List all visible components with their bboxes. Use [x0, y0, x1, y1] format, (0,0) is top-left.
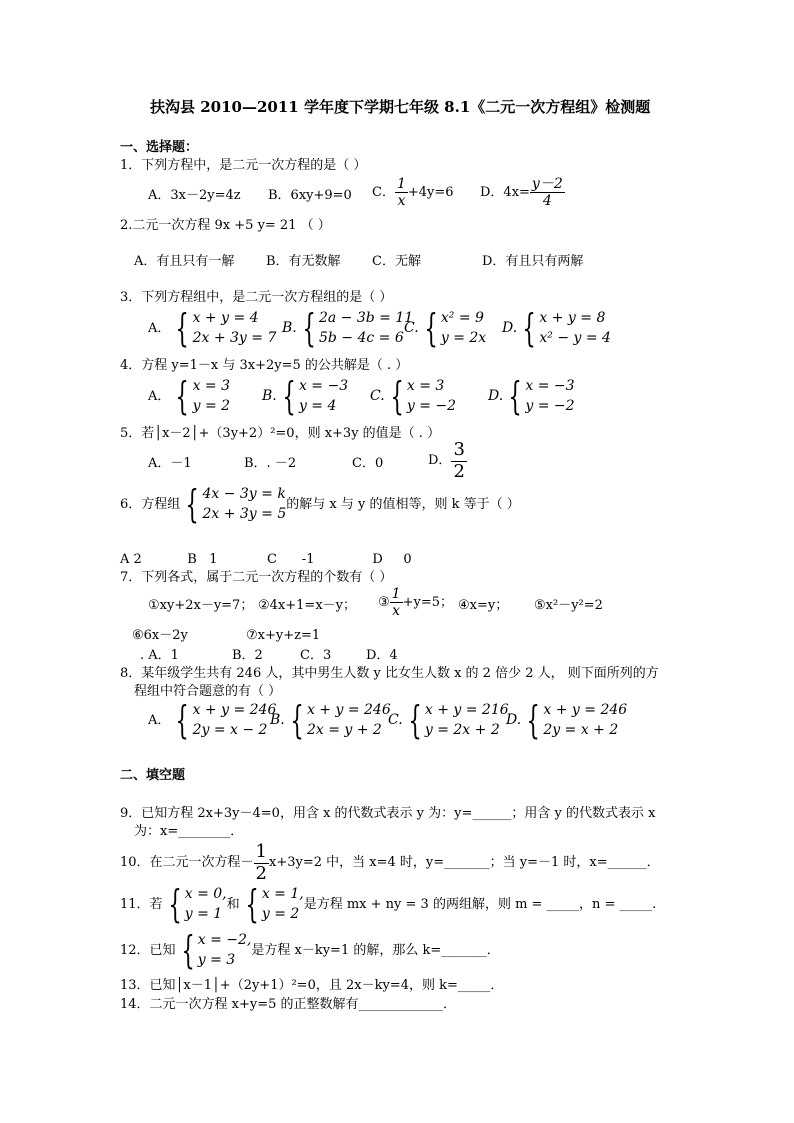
q7-option-a: . A．1 [140, 648, 179, 663]
q7-item-4: ④x=y； [458, 598, 509, 613]
q7-stem: 7．下列各式，属于二元一次方程的个数有（ ） [120, 570, 393, 585]
section-fill-heading: 二、填空题 [120, 768, 186, 783]
q10: 10．在二元一次方程－ $\frac{1}{2}$ x+3y=2 中，当 x=4 时，y=_______；当 y=－1 时，x=______． [120, 841, 660, 884]
q8-stem-line2: 程组中符合题意的有（ ） [134, 684, 282, 699]
q8-option-a: A． { x + y = 246 2y = x − 2 [148, 698, 277, 743]
q7-option-c: C．3 [300, 648, 332, 663]
q1-option-a: A．3x－2y=4z [148, 188, 241, 203]
q12: 12．已知 { x = −2, y = 3 是方程 x－ky=1 的解，那么 k=_______． [120, 928, 500, 973]
q4-option-a: A． { x = 3 y = 2 [148, 374, 231, 419]
q2-stem: 2.二元一次方程 9x +5 y= 21 （ ） [120, 218, 331, 233]
q3-option-b: B. { 2a − 3b = 11 5b − 4c = 6 [282, 306, 414, 351]
q11: 11．若 { x = 0, y = 1 和 { x = 1, y = 2 是方程 mx + ny = 3 的两组解，则 m = _____，n = _____. [120, 882, 657, 927]
q4-option-c: C. { x = 3 y = −2 [370, 374, 457, 419]
q9-line1: 9．已知方程 2x+3y－4=0，用含 x 的代数式表示 y 为：y=______；用含 y 的代数式表示 x [120, 806, 656, 821]
q2-option-b: B．有无数解 [266, 254, 341, 269]
q3-option-d: D. { x + y = 8 x² − y = 4 [502, 306, 611, 351]
q1-stem: 1．下列方程中，是二元一次方程的是（ ） [120, 158, 367, 173]
q8-option-b: B. { x + y = 246 2x = y + 2 [270, 698, 391, 743]
q5-option-d: D． $\frac{3}{2}$ [428, 439, 465, 482]
q3-option-a: A． { x + y = 4 2x + 3y = 7 [148, 306, 277, 351]
q7-option-d: D．4 [366, 648, 398, 663]
q6-stem: 6．方程组 { 4x − 3y = k 2x + 3y = 5 的解与 x 与 y 的值相等，则 k 等于（ ） [120, 482, 520, 527]
q7-item-5: ⑤x²－y²=2 [534, 598, 603, 613]
q4-option-d: D. { x = −3 y = −2 [488, 374, 575, 419]
page-title: 扶沟县 2010—2011 学年度下学期七年级 8.1《二元一次方程组》检测题 [150, 98, 651, 116]
q1-option-d: D．4x= $\frac{y-2}{4}$ [480, 176, 563, 210]
q14: 14．二元一次方程 x+y=5 的正整数解有_____________． [120, 997, 457, 1012]
q5-option-c: C．0 [352, 456, 384, 471]
q2-option-a: A．有且只有一解 [134, 254, 235, 269]
q7-item-7: ⑦x+y+z=1 [246, 628, 321, 643]
q13: 13．已知│x－1│+（2y+1）²=0，且 2x－ky=4，则 k=_____． [120, 978, 504, 993]
q1-option-b: B．6xy+9=0 [268, 188, 352, 203]
q5-option-b: B．. －2 [244, 456, 297, 471]
q7-item-3: ③ $\frac{1}{x}$ +y=5； [378, 586, 453, 620]
q4-stem: 4．方程 y=1－x 与 3x+2y=5 的公共解是（ . ） [120, 358, 409, 373]
q9-line2: 为：x=________． [134, 824, 244, 839]
q6-options: A 2 B 1 C -1 D 0 [120, 552, 412, 567]
q4-option-b: B. { x = −3 y = 4 [262, 374, 349, 419]
q2-option-d: D．有且只有两解 [482, 254, 584, 269]
q8-option-c: C. { x + y = 216 y = 2x + 2 [388, 698, 509, 743]
q7-item-2: ②4x+1=x－y； [258, 598, 356, 613]
section-choice-heading: 一、选择题： [120, 140, 199, 155]
q8-option-d: D. { x + y = 246 2y = x + 2 [506, 698, 628, 743]
q5-stem: 5．若│x－2│+（3y+2）²=0，则 x+3y 的值是（ . ） [120, 426, 441, 441]
q2-option-c: C．无解 [372, 254, 421, 269]
q7-item-1: ①xy+2x－y=7； [148, 598, 254, 613]
q1-option-c: C． $\frac{1}{x}$ +4y=6 [372, 176, 454, 210]
q8-stem-line1: 8．某年级学生共有 246 人，其中男生人数 y 比女生人数 x 的 2 倍少 2 人， 则下面所列的方 [120, 666, 659, 681]
q3-option-c: C. { x² = 9 y = 2x [404, 306, 487, 351]
q7-item-6: ⑥6x－2y [132, 628, 188, 643]
q5-option-a: A．－1 [148, 456, 192, 471]
q7-option-b: B．2 [232, 648, 263, 663]
q3-stem: 3．下列方程组中，是二元一次方程组的是（ ） [120, 290, 393, 305]
